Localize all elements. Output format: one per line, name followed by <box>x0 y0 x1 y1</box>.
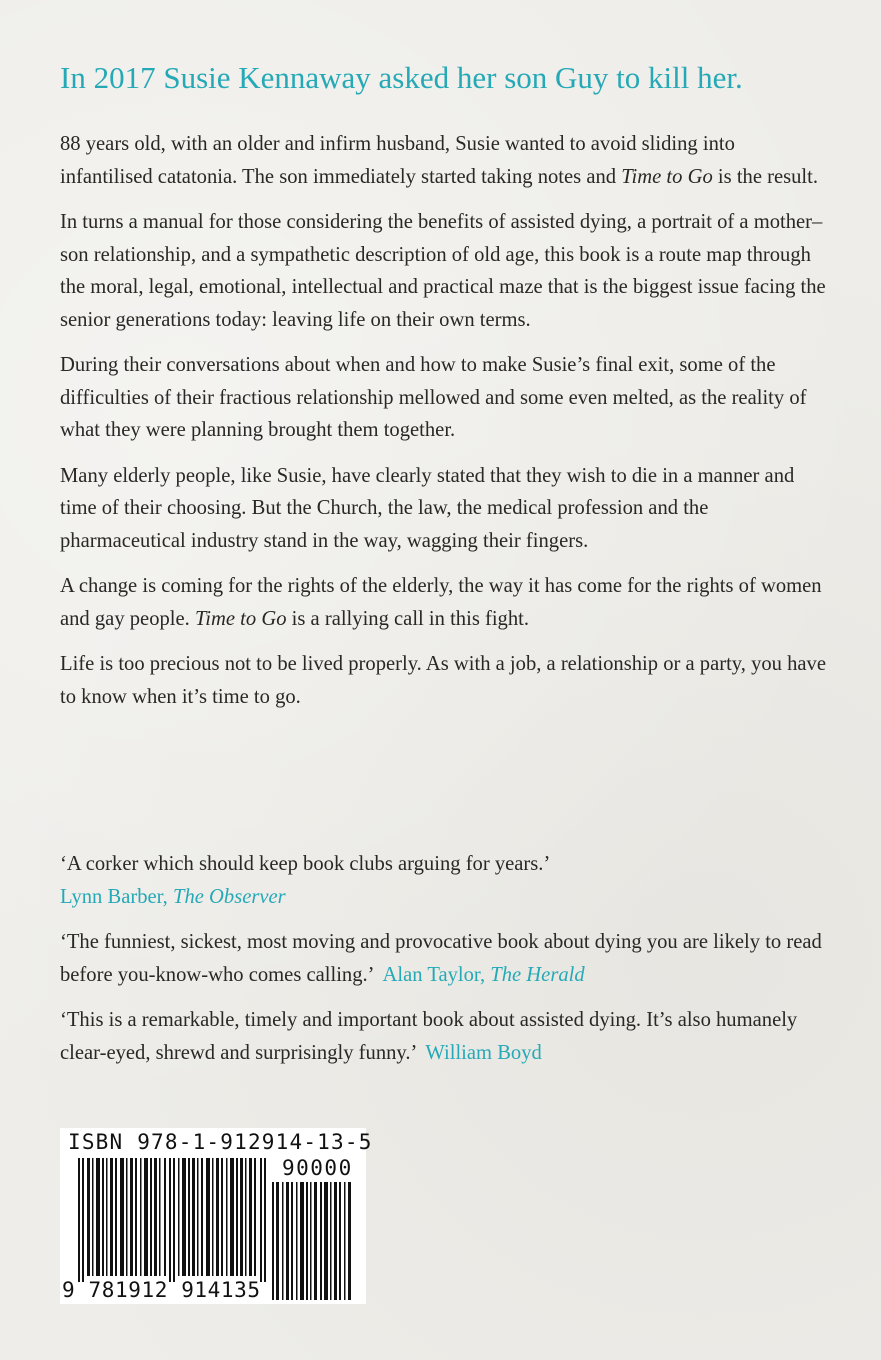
blurb-paragraph-1 <box>60 128 830 193</box>
book-title: Time to Go <box>621 165 713 188</box>
text-run: is a rallying call in this fight. <box>286 607 530 630</box>
isbn-barcode <box>60 1128 373 1304</box>
isbn-label: ISBN 978-1-912914-13-5 <box>68 1130 373 1154</box>
addon-barcode-bars <box>272 1182 352 1300</box>
quote-text: ‘This is a remarkable, timely and important book about assisted dying. It’s also humanely clear-eyed, shrewd and surprisingly funny.’ <box>60 1009 798 1064</box>
blurb-paragraph-2: In turns a manual for those considering the benefits of assisted dying, a portrait of a mother–son relationship, and a sympathetic description of old age, this book is a route map through the moral, legal, emotional, intellectual and practical maze that is the biggest issue facing the senior generations today: leaving life on their own terms. <box>60 211 826 331</box>
price-addon-digits: 90000 <box>282 1156 353 1180</box>
blurb-paragraph-3: During their conversations about when and how to make Susie’s final exit, some of the difficulties of their fractious relationship mellowed and some even melted, as the reality of what they were planning brought them together. <box>60 354 807 441</box>
quote-text: ‘The funniest, sickest, most moving and provocative book about dying you are likely to read before you-know-who comes calling.’ <box>60 931 822 986</box>
text-run: is the result. <box>712 165 819 188</box>
text-run: 88 years old, with an older and infirm husband, Susie wanted to avoid sliding into infantilised catatonia. The son immediately started taking notes and <box>60 133 735 188</box>
ean-barcode-bars <box>78 1158 268 1282</box>
book-title: Time to Go <box>194 607 287 630</box>
blurb <box>60 128 830 726</box>
quote-attribution <box>60 886 286 908</box>
review-quote <box>60 1004 830 1069</box>
quote-source: The Herald <box>490 963 585 986</box>
quote-author: Lynn Barber, <box>60 885 173 908</box>
blurb-paragraph-6: Life is too precious not to be lived properly. As with a job, a relationship or a party, you have to know when it’s time to go. <box>60 653 826 708</box>
blurb-paragraph-4: Many elderly people, like Susie, have clearly stated that they wish to die in a manner and time of their choosing. But the Church, the law, the medical profession and the pharmaceutical industry stand in the way, wagging their fingers. <box>60 464 795 552</box>
review-quote <box>60 848 830 913</box>
quote-author: William Boyd <box>425 1041 542 1064</box>
quote-source: The Observer <box>172 885 286 908</box>
quote-text: ‘A corker which should keep book clubs arguing for years.’ <box>60 853 551 875</box>
blurb-paragraph-5 <box>60 570 830 635</box>
quote-author: Alan Taylor, <box>382 963 491 986</box>
ean-digits: 9 781912 914135 <box>62 1278 261 1302</box>
review-quote <box>60 926 830 991</box>
headline: In 2017 Susie Kennaway asked her son Guy to kill her. <box>60 60 743 95</box>
text-run: A change is coming for the rights of the elderly, the way it has come for the rights of women and gay people. <box>60 575 822 630</box>
quote-attribution <box>425 1042 541 1064</box>
review-quotes <box>60 848 830 1082</box>
quote-attribution <box>383 964 585 986</box>
